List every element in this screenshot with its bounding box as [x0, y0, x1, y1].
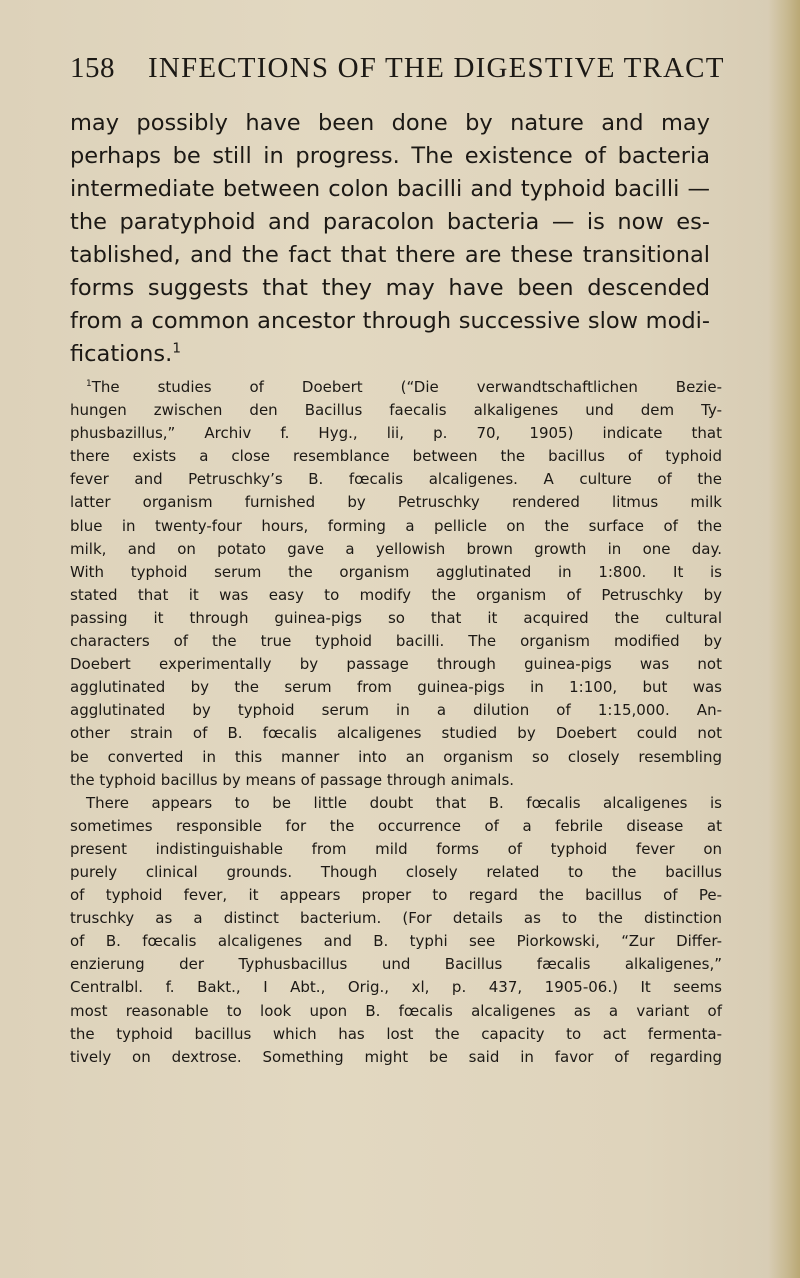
running-title: INFECTIONS OF THE DIGESTIVE TRACT [148, 52, 725, 84]
footnote-line: hungen zwischen den Bacillus faecalis alkaligenes und dem Ty- [70, 401, 722, 420]
body-line: may possibly have been done by nature and may [70, 110, 710, 136]
footnote-line: Centralbl. f. Bakt., I Abt., Orig., xl, p. 437, 1905-06.) It seems [70, 978, 722, 997]
body-line: tablished, and the fact that there are these transitional [70, 242, 710, 268]
footnote-line: the typhoid bacillus which has lost the capacity to act fermenta- [70, 1024, 722, 1043]
footnote-line: characters of the true typhoid bacilli. The organism modified by [70, 632, 722, 651]
body-paragraph [70, 107, 710, 371]
body-line: the paratyphoid and paracolon bacteria — is now es- [70, 209, 710, 235]
footnote-line-first [70, 376, 722, 399]
footnote-line: be converted in this manner into an organism so closely resembling [70, 747, 722, 766]
footnote-line: latter organism furnished by Petruschky rendered litmus milk [70, 493, 722, 512]
footnote-line: There appears to be little doubt that B. fœcalis alcaligenes is [86, 793, 722, 812]
footnote-line: The studies of Doebert (“Die verwandtschaftlichen Bezie- [91, 378, 722, 396]
footnote-line: the typhoid bacillus by means of passage through animals. [70, 770, 515, 789]
body-line: forms suggests that they may have been descended [70, 275, 710, 301]
footnote-line: milk, and on potato gave a yellowish brown growth in one day. [70, 539, 722, 558]
footnote-line: tively on dextrose. Something might be said in favor of regarding [70, 1047, 722, 1066]
footnote-line: fever and Petruschky’s B. fœcalis alcaligenes. A culture of the [70, 470, 722, 489]
body-line: perhaps be still in progress. The existence of bacteria [70, 143, 710, 169]
footnote-line: truschky as a distinct bacterium. (For details as to the distinction [70, 909, 722, 928]
footnote-reference[interactable]: 1 [172, 340, 181, 357]
footnote-line: enzierung der Typhusbacillus und Bacillus fæcalis alkaligenes,” [70, 955, 722, 974]
footnote-marker: 1 [86, 379, 92, 389]
body-line: from a common ancestor through successive slow modi- [70, 308, 710, 334]
footnote-line: With typhoid serum the organism agglutinated in 1:800. It is [70, 562, 722, 581]
footnote-line: of B. fœcalis alcaligenes and B. typhi see Piorkowski, “Zur Differ- [70, 932, 722, 951]
footnote-line: purely clinical grounds. Though closely related to the bacillus [70, 862, 722, 881]
footnote-line: present indistinguishable from mild forms of typhoid fever on [70, 839, 722, 858]
footnote-line: Doebert experimentally by passage through guinea-pigs was not [70, 655, 722, 674]
footnote [70, 376, 722, 1069]
footnote-line: stated that it was easy to modify the organism of Petruschky by [70, 585, 722, 604]
footnote-line: sometimes responsible for the occurrence of a febrile disease at [70, 816, 722, 835]
footnote-line: agglutinated by typhoid serum in a dilution of 1:15,000. An- [70, 701, 722, 720]
body-line: intermediate between colon bacilli and typhoid bacilli — [70, 176, 710, 202]
footnote-line: most reasonable to look upon B. fœcalis alcaligenes as a variant of [70, 1001, 722, 1020]
footnote-line: there exists a close resemblance between the bacillus of typhoid [70, 447, 722, 466]
footnote-line: other strain of B. fœcalis alcaligenes studied by Doebert could not [70, 724, 722, 743]
footnote-line: of typhoid fever, it appears proper to regard the bacillus of Pe- [70, 886, 722, 905]
body-line-last [70, 338, 710, 371]
page-header [70, 52, 770, 92]
footnote-line: blue in twenty-four hours, forming a pellicle on the surface of the [70, 516, 722, 535]
footnote-line: passing it through guinea-pigs so that it acquired the cultural [70, 608, 722, 627]
footnote-line: agglutinated by the serum from guinea-pigs in 1:100, but was [70, 678, 722, 697]
footnote-line: phusbazillus,” Archiv f. Hyg., lii, p. 70, 1905) indicate that [70, 424, 722, 443]
body-line: fications. [70, 341, 173, 367]
page-number: 158 [70, 52, 115, 84]
